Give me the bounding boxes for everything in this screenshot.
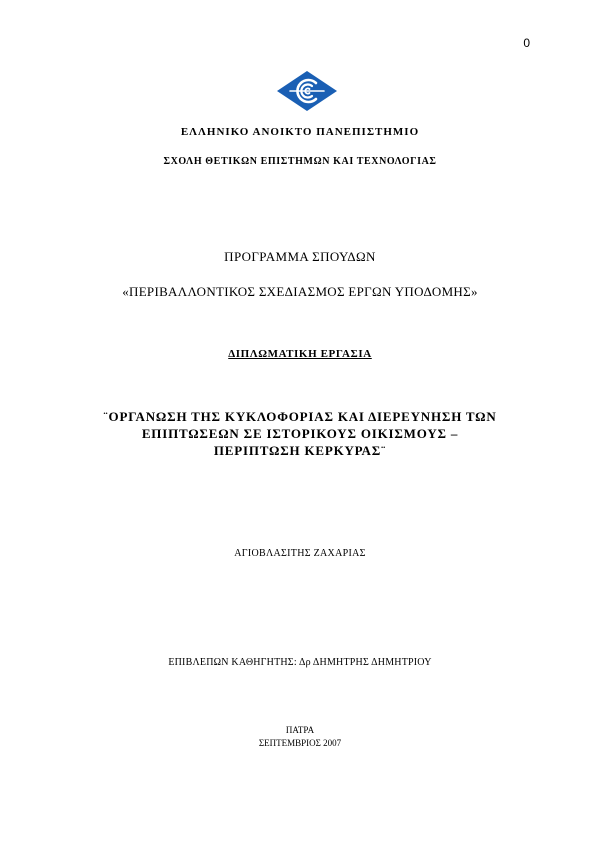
thesis-title-line: ΠΕΡΙΠΤΩΣΗ ΚΕΡΚΥΡΑΣ¨ — [213, 443, 387, 458]
eap-logo-icon — [276, 70, 338, 112]
thesis-title-line: ΕΠΙΠΤΩΣΕΩΝ ΣΕ ΙΣΤΟΡΙΚΟΥΣ ΟΙΚΙΣΜΟΥΣ – — [141, 426, 459, 441]
school-name: ΣΧΟΛΗ ΘΕΤΙΚΩΝ ΕΠΙΣΤΗΜΩΝ ΚΑΙ ΤΕΧΝΟΛΟΓΙΑΣ — [163, 156, 437, 167]
footer-date: ΣΕΠΤΕΜΒΡΙΟΣ 2007 — [258, 738, 342, 748]
page-number: 0 — [523, 36, 530, 50]
thesis-label: ΔΙΠΛΩΜΑΤΙΚΗ ΕΡΓΑΣΙΑ — [228, 348, 372, 360]
supervisor-line: ΕΠΙΒΛΕΠΩΝ ΚΑΘΗΓΗΤΗΣ: Δρ ΔΗΜΗΤΡΗΣ ΔΗΜΗΤΡΙΟΥ — [168, 657, 432, 668]
thesis-title — [0, 408, 600, 459]
university-name: ΕΛΛΗΝΙΚΟ ΑΝΟΙΚΤΟ ΠΑΝΕΠΙΣΤΗΜΙΟ — [180, 126, 420, 138]
footer-city: ΠΑΤΡΑ — [285, 725, 315, 735]
author-name: ΑΓΙΟΒΛΑΣΙΤΗΣ ΖΑΧΑΡΙΑΣ — [234, 548, 366, 559]
program-label: ΠΡΟΓΡΑΜΜΑ ΣΠΟΥΔΩΝ — [224, 249, 376, 264]
thesis-title-line: ¨ΟΡΓΑΝΩΣΗ ΤΗΣ ΚΥΚΛΟΦΟΡΙΑΣ ΚΑΙ ΔΙΕΡΕΥΝΗΣΗ ΤΩΝ — [103, 409, 497, 424]
program-name: «ΠΕΡΙΒΑΛΛΟΝΤΙΚΟΣ ΣΧΕΔΙΑΣΜΟΣ ΕΡΓΩΝ ΥΠΟΔΟΜΗΣ» — [122, 284, 478, 299]
